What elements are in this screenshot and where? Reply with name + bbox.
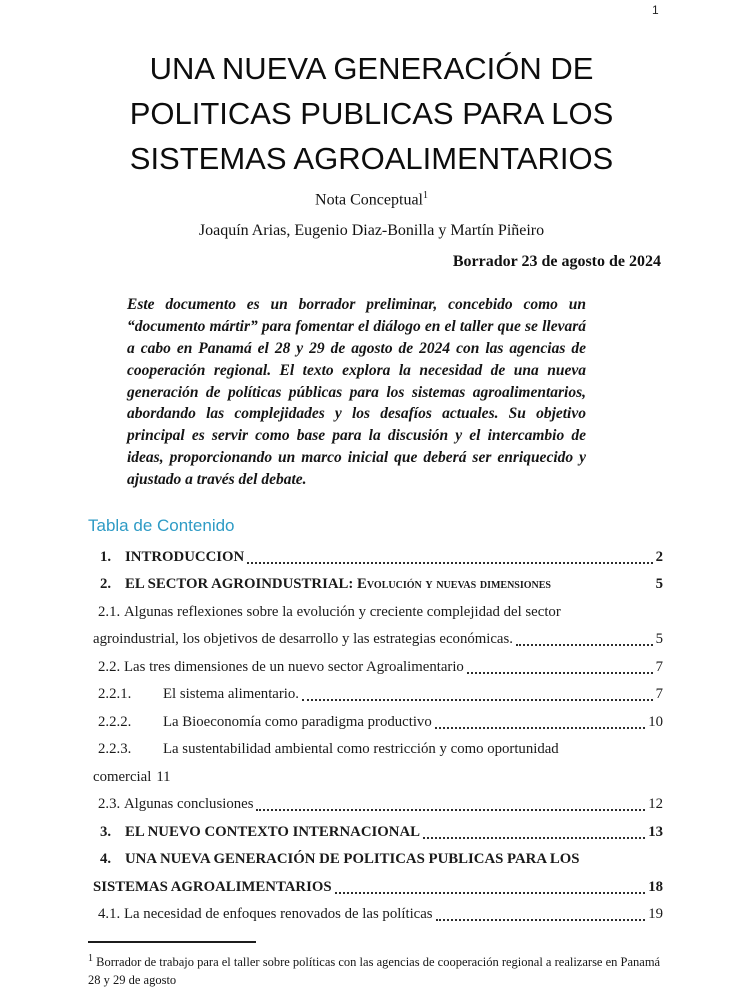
footnote-text: Borrador de trabajo para el taller sobre políticas con las agencias de cooperación regional a realizarse en Panamá 28 y 29 de agosto bbox=[88, 955, 661, 988]
toc-entry-text: EL SECTOR AGROINDUSTRIAL: Evolución y nuevas dimensiones bbox=[125, 576, 551, 592]
toc-entry-text: El sistema alimentario. bbox=[163, 686, 300, 702]
toc-row[interactable] bbox=[93, 739, 663, 760]
footnote-separator bbox=[88, 941, 256, 943]
toc-row[interactable] bbox=[93, 629, 663, 650]
toc-page-ref: 19 bbox=[648, 906, 663, 922]
document-title bbox=[60, 46, 683, 181]
toc-row[interactable] bbox=[93, 712, 663, 733]
toc-entry-text: INTRODUCCION bbox=[125, 548, 245, 565]
toc-row[interactable] bbox=[93, 684, 663, 705]
toc-entry-number: 2.2.1. bbox=[98, 686, 132, 702]
toc-entry-number: 2. bbox=[100, 576, 112, 592]
document-title-line-3: SISTEMAS AGROALIMENTARIOS bbox=[129, 141, 614, 176]
document-title-line-1: UNA NUEVA GENERACIÓN DE bbox=[149, 51, 594, 86]
toc-page-ref: 7 bbox=[655, 686, 663, 702]
toc-entry-text: La sustentabilidad ambiental como restricción y como oportunidad bbox=[163, 741, 559, 757]
toc-page-ref: 11 bbox=[156, 768, 171, 785]
draft-date: Borrador 23 de agosto de 2024 bbox=[452, 253, 661, 271]
toc-dot-leader bbox=[436, 918, 646, 921]
footnote-reference[interactable]: 1 bbox=[422, 190, 428, 201]
toc-dot-leader bbox=[247, 561, 652, 564]
toc-dot-leader bbox=[302, 698, 653, 701]
toc-entry-text: SISTEMAS AGROALIMENTARIOS bbox=[93, 878, 332, 895]
toc-row[interactable] bbox=[93, 547, 663, 568]
toc-entry-number: 4. bbox=[100, 851, 112, 867]
document-title-line-2: POLITICAS PUBLICAS PARA LOS bbox=[129, 96, 614, 131]
footnote-area bbox=[88, 941, 663, 989]
toc-page-ref: 5 bbox=[655, 576, 663, 592]
toc-row[interactable] bbox=[93, 849, 663, 870]
authors-line: Joaquín Arias, Eugenio Diaz-Bonilla y Martín Piñeiro bbox=[198, 222, 545, 240]
toc-row[interactable] bbox=[93, 657, 663, 678]
footnote-marker: 1 bbox=[88, 953, 93, 964]
toc-row[interactable] bbox=[93, 877, 663, 898]
abstract-paragraph: Este documento es un borrador preliminar, concebido como un “documento mártir” para fomentar el diálogo en el taller que se llevará a cabo en Panamá el 28 y 29 de agosto de 2024 con las agencias de cooperación regional. El texto explora la necesidad de una nueva generación de políticas públicas para los sistemas agroalimentarios, abordando las complejidades y los desafíos actuales. Su objetivo principal es servir como base para la discusión y el intercambio de ideas, proporcionando un marco inicial que deberá ser enriquecido y ajustado a través del debate. bbox=[127, 296, 586, 488]
toc-entry-number: 2.1. bbox=[98, 603, 121, 620]
toc-row[interactable] bbox=[93, 822, 663, 843]
toc-entry-number: 3. bbox=[100, 823, 112, 840]
footnote bbox=[88, 950, 663, 989]
toc-row[interactable] bbox=[93, 574, 663, 595]
toc-entry-number: 4.1. bbox=[98, 906, 121, 922]
toc-entry-number: 1. bbox=[100, 548, 112, 565]
toc-entry-text: EL NUEVO CONTEXTO INTERNACIONAL bbox=[125, 823, 421, 840]
toc-list bbox=[93, 547, 663, 926]
toc-entry-text: UNA NUEVA GENERACIÓN DE POLITICAS PUBLICAS PARA LOS bbox=[125, 851, 580, 867]
toc-dot-leader bbox=[335, 891, 646, 894]
toc-row[interactable] bbox=[93, 794, 663, 815]
toc-entry-text: comercial bbox=[93, 768, 152, 785]
toc-entry-text: Las tres dimensiones de un nuevo sector Agroalimentario bbox=[124, 658, 464, 675]
toc-page-ref: 10 bbox=[648, 713, 663, 730]
subtitle bbox=[0, 190, 743, 209]
toc-page-ref: 2 bbox=[655, 548, 663, 565]
page-number: 1 bbox=[652, 3, 659, 17]
toc-page-ref: 12 bbox=[648, 796, 663, 812]
toc-entry-number: 2.3. bbox=[98, 796, 121, 812]
toc-page-ref: 5 bbox=[655, 631, 663, 647]
subtitle-text: Nota Conceptual bbox=[315, 191, 423, 209]
toc-heading: Tabla de Contenido bbox=[88, 515, 235, 535]
toc-page-ref: 18 bbox=[648, 878, 663, 895]
toc-entry-number: 2.2.2. bbox=[98, 713, 132, 730]
toc-entry-number: 2.2.3. bbox=[98, 741, 132, 757]
toc-entry-text: agroindustrial, los objetivos de desarrollo y las estrategias económicas. bbox=[93, 631, 513, 647]
toc-dot-leader bbox=[435, 726, 645, 729]
toc-entry-text: Algunas conclusiones bbox=[124, 796, 254, 812]
toc-page-ref: 7 bbox=[655, 658, 663, 675]
toc-row[interactable] bbox=[93, 904, 663, 925]
toc-page-ref: 13 bbox=[648, 823, 663, 840]
toc-entry-text: Algunas reflexiones sobre la evolución y creciente complejidad del sector bbox=[124, 603, 561, 620]
toc-entry-text-smallcaps: Evolución y nuevas dimensiones bbox=[357, 576, 551, 592]
toc-dot-leader bbox=[516, 643, 653, 646]
toc-row[interactable] bbox=[93, 767, 663, 788]
toc-dot-leader bbox=[554, 590, 653, 591]
toc-row[interactable] bbox=[93, 602, 663, 623]
toc-entry-text: La necesidad de enfoques renovados de las políticas bbox=[124, 906, 433, 922]
toc-entry-number: 2.2. bbox=[98, 658, 121, 675]
toc-dot-leader bbox=[256, 808, 645, 811]
toc-dot-leader bbox=[467, 671, 653, 674]
toc-dot-leader bbox=[423, 836, 645, 839]
toc-entry-text: La Bioeconomía como paradigma productivo bbox=[163, 713, 432, 730]
